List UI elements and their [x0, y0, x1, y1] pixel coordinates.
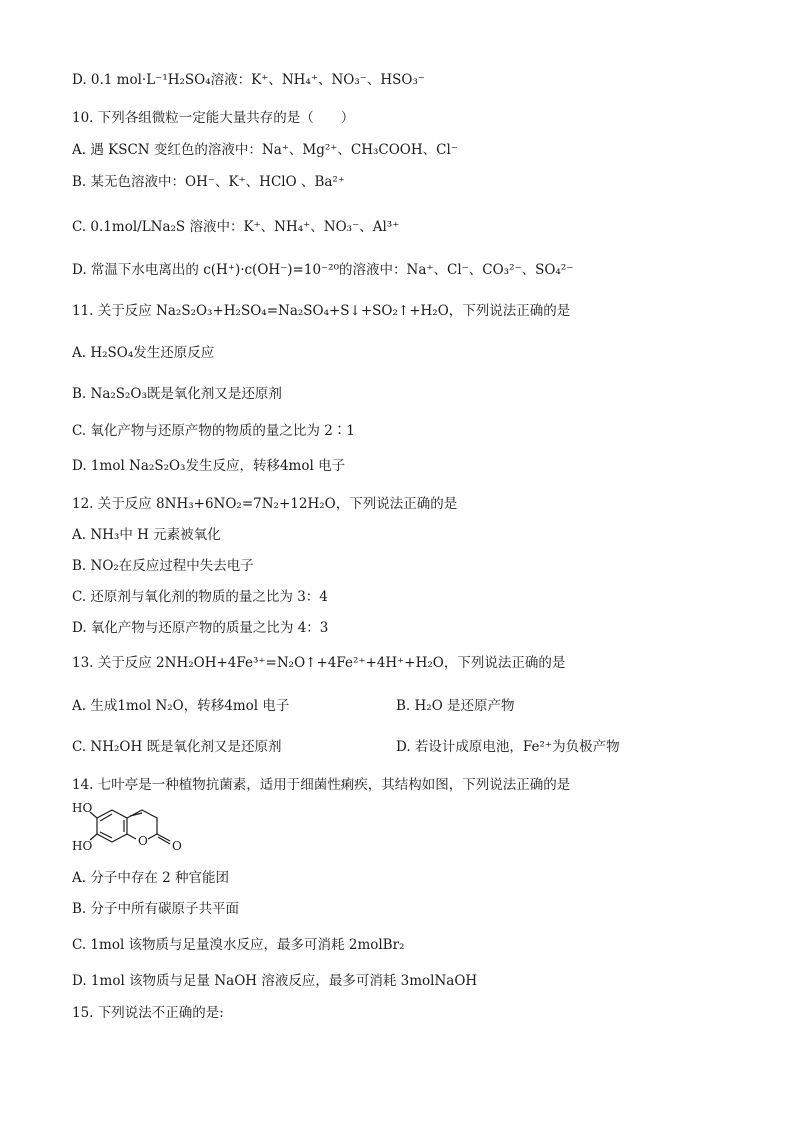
- q11-option-c: C. 氧化产物与还原产物的物质的量之比为 2∶1: [72, 423, 355, 439]
- q13-option-d: D. 若设计成原电池，Fe²⁺为负极产物: [396, 739, 620, 755]
- q10-stem: 10. 下列各组微粒一定能大量共存的是（ ）: [72, 110, 355, 126]
- q15-stem: 15. 下列说法不正确的是:: [72, 1005, 224, 1021]
- q9-option-d: D. 0.1 mol·L⁻¹H₂SO₄溶液：K⁺、NH₄⁺、NO₃⁻、HSO₃⁻: [72, 72, 426, 88]
- q11-stem: 11. 关于反应 Na₂S₂O₃+H₂SO₄=Na₂SO₄+S↓+SO₂↑+H₂O，下列说法正确的是: [72, 303, 571, 319]
- hydroxyl-bottom-label: HO: [72, 839, 93, 853]
- ring-oxygen-label: O: [138, 834, 148, 848]
- esculetin-structure: [72, 800, 202, 860]
- q10-option-c: C. 0.1mol/LNa₂S 溶液中：K⁺、NH₄⁺、NO₃⁻、Al³⁺: [72, 219, 400, 235]
- q12-stem: 12. 关于反应 8NH₃+6NO₂=7N₂+12H₂O，下列说法正确的是: [72, 496, 458, 512]
- q12-option-c: C. 还原剂与氧化剂的物质的量之比为 3：4: [72, 589, 328, 605]
- carbonyl-oxygen-label: O: [172, 839, 182, 853]
- q14-stem: 14. 七叶亭是一种植物抗菌素，适用于细菌性痢疾，其结构如图，下列说法正确的是: [72, 777, 571, 793]
- q14-option-b: B. 分子中所有碳原子共平面: [72, 901, 240, 917]
- q13-option-b: B. H₂O 是还原产物: [396, 698, 515, 714]
- q13-option-c: C. NH₂OH 既是氧化剂又是还原剂: [72, 739, 282, 755]
- q10-option-b: B. 某无色溶液中：OH⁻、K⁺、HClO 、Ba²⁺: [72, 174, 345, 190]
- q10-option-a: A. 遇 KSCN 变红色的溶液中：Na⁺、Mg²⁺、CH₃COOH、Cl⁻: [72, 142, 458, 158]
- hydroxyl-top-label: HO: [72, 801, 93, 815]
- q14-option-c: C. 1mol 该物质与足量溴水反应，最多可消耗 2molBr₂: [72, 937, 405, 953]
- q11-option-d: D. 1mol Na₂S₂O₃发生反应，转移4mol 电子: [72, 458, 346, 474]
- q13-option-a: A. 生成1mol N₂O，转移4mol 电子: [72, 698, 290, 714]
- q12-option-b: B. NO₂在反应过程中失去电子: [72, 558, 254, 574]
- q12-option-d: D. 氧化产物与还原产物的质量之比为 4：3: [72, 620, 329, 636]
- q11-option-b: B. Na₂S₂O₃既是氧化剂又是还原剂: [72, 386, 282, 402]
- q13-stem: 13. 关于反应 2NH₂OH+4Fe³⁺=N₂O↑+4Fe²⁺+4H⁺+H₂O，下列说法正确的是: [72, 655, 566, 671]
- q10-option-d: D. 常温下水电离出的 c(H⁺)·c(OH⁻)=10⁻²⁰的溶液中：Na⁺、Cl⁻、CO₃²⁻、SO₄²⁻: [72, 262, 574, 278]
- benzene-ring: [97, 810, 127, 842]
- q14-option-d: D. 1mol 该物质与足量 NaOH 溶液反应，最多可消耗 3molNaOH: [72, 973, 478, 989]
- q12-option-a: A. NH₃中 H 元素被氧化: [72, 527, 221, 543]
- q11-option-a: A. H₂SO₄发生还原反应: [72, 345, 215, 361]
- q14-option-a: A. 分子中存在 2 种官能团: [72, 870, 230, 886]
